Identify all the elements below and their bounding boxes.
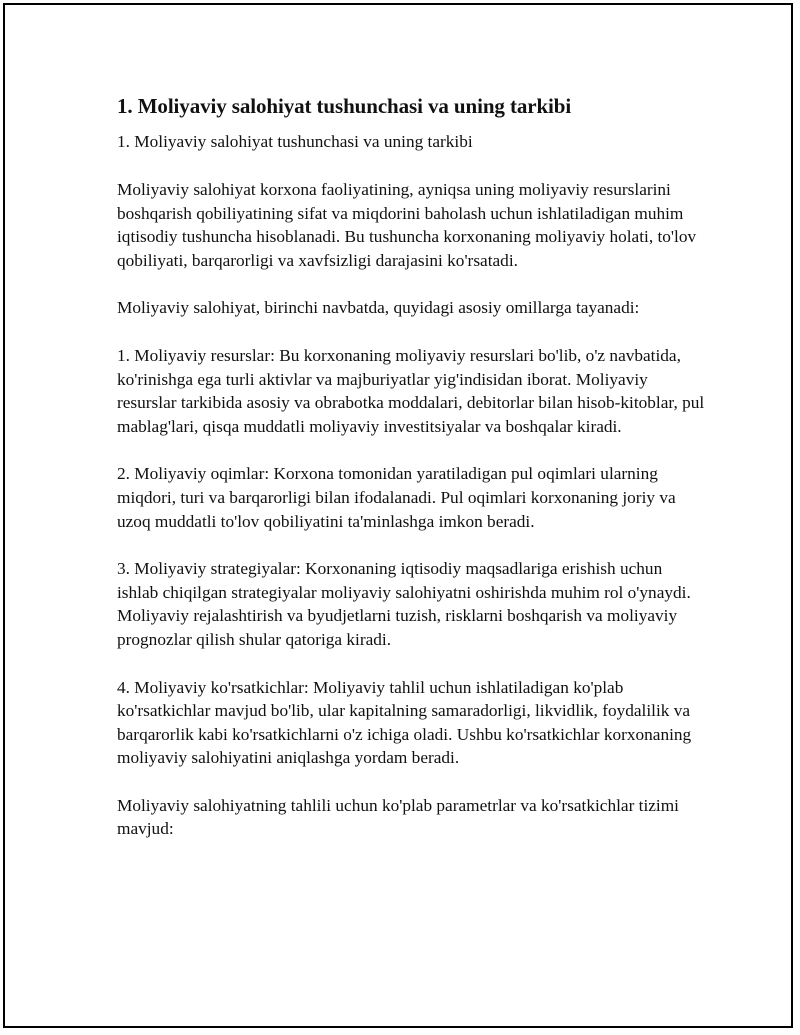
- paragraph-financial-strategies: 3. Moliyaviy strategiyalar: Korxonaning iqtisodiy maqsadlariga erishish uchun ishlab chiqilgan strategiyalar moliyaviy salohiyatni oshirishda muhim rol o'ynaydi. Moliyaviy rejalashtirish va byudjetlarni tuzish, risklarni boshqarish va moliyaviy prognozlar qilish shular qatoriga kiradi.: [117, 559, 691, 649]
- document-heading: 1. Moliyaviy salohiyat tushunchasi va uning tarkibi: [117, 94, 572, 118]
- paragraph-financial-indicators: 4. Moliyaviy ko'rsatkichlar: Moliyaviy tahlil uchun ishlatiladigan ko'plab ko'rsatkichlar mavjud bo'lib, ular kapitalning samaradorligi, likvidlik, foydalilik va barqarorlik kabi ko'rsatkichlarni o'z ichiga oladi. Ushbu ko'rsatkichlar korxonaning moliyaviy salohiyatini aniqlashga yordam beradi.: [117, 677, 692, 768]
- paragraph-financial-flows: 2. Moliyaviy oqimlar: Korxona tomonidan yaratiladigan pul oqimlari ularning miqdori, turi va barqarorligi bilan ifodalanadi. Pul oqimlari korxonaning joriy va uzoq muddatli to'lov qobiliyatini ta'minlashga imkon beradi.: [117, 464, 676, 531]
- document-subheading: 1. Moliyaviy salohiyat tushunchasi va uning tarkibi: [117, 132, 473, 151]
- paragraph-financial-resources: 1. Moliyaviy resurslar: Bu korxonaning moliyaviy resurslari bo'lib, o'z navbatida, ko'rinishga ega turli aktivlar va majburiyatlar yig'indisidan iborat. Moliyaviy resurslar tarkibida asosiy va obrabotka moddalari, debitorlar bilan hisob-kitoblar, pul mablag'lari, qisqa muddatli moliyaviy investitsiyalar va boshqalar kiradi.: [117, 345, 705, 436]
- paragraph-factors-lead: Moliyaviy salohiyat, birinchi navbatda, quyidagi asosiy omillarga tayanadi:: [117, 298, 640, 318]
- paragraph-analysis-lead: Moliyaviy salohiyatning tahlili uchun ko'plab parametrlar va ko'rsatkichlar tizimi mavjud:: [117, 795, 679, 839]
- paragraph-intro: Moliyaviy salohiyat korxona faoliyatining, ayniqsa uning moliyaviy resurslarini boshqarish qobiliyatining sifat va miqdorini baholash uchun ishlatiladigan muhim iqtisodiy tushuncha hisoblanadi. Bu tushuncha korxonaning moliyaviy holati, to'lov qobiliyati, barqarorligi va xavfsizligi darajasini ko'rsatadi.: [117, 180, 697, 270]
- document-body: [117, 92, 707, 865]
